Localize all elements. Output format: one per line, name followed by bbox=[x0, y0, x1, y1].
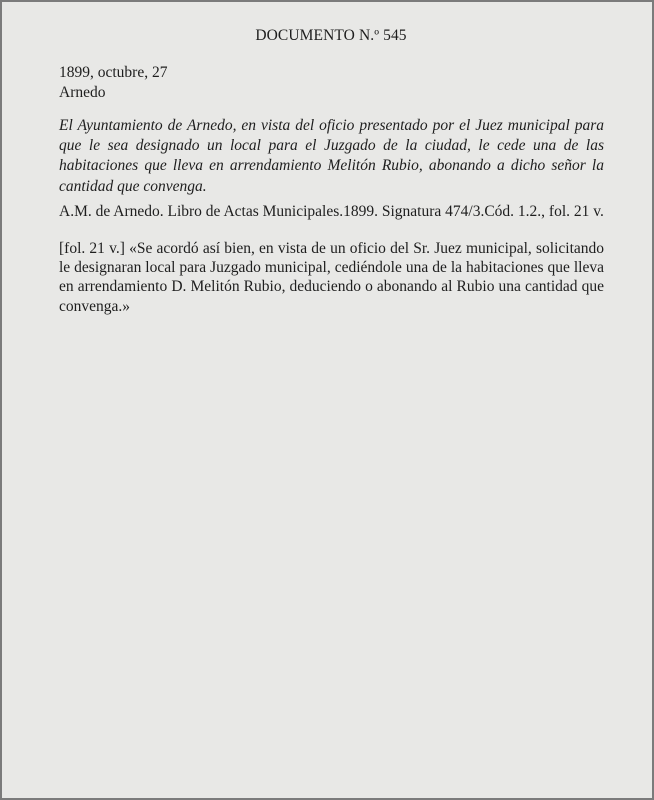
document-date: 1899, octubre, 27 bbox=[59, 64, 168, 81]
date-place-block bbox=[59, 63, 167, 103]
archive-source: A.M. de Arnedo. Libro de Actas Municipales.1899. Signatura 474/3.Cód. 1.2., fol. 21 v. bbox=[59, 203, 604, 220]
document-transcription: [fol. 21 v.] «Se acordó así bien, en vista de un oficio del Sr. Juez municipal, solicitando le designaran local para Juzgado municipal, cediéndole una de la habitaciones que lleva en arrendamiento D. Melitón Rubio, deduciendo o abonando al Rubio una cantidad que convenga.» bbox=[59, 240, 604, 315]
document-place: Arnedo bbox=[59, 84, 106, 101]
document-summary: El Ayuntamiento de Arnedo, en vista del oficio presentado por el Juez municipal para que le sea designado un local para el Juzgado de la ciudad, le cede una de las habitaciones que lleva en arrendamiento Melitón Rubio, abonando a dicho señor la cantidad que convenga. bbox=[59, 117, 604, 195]
document-title: DOCUMENTO N.º 545 bbox=[255, 27, 407, 44]
document-page bbox=[2, 2, 652, 798]
